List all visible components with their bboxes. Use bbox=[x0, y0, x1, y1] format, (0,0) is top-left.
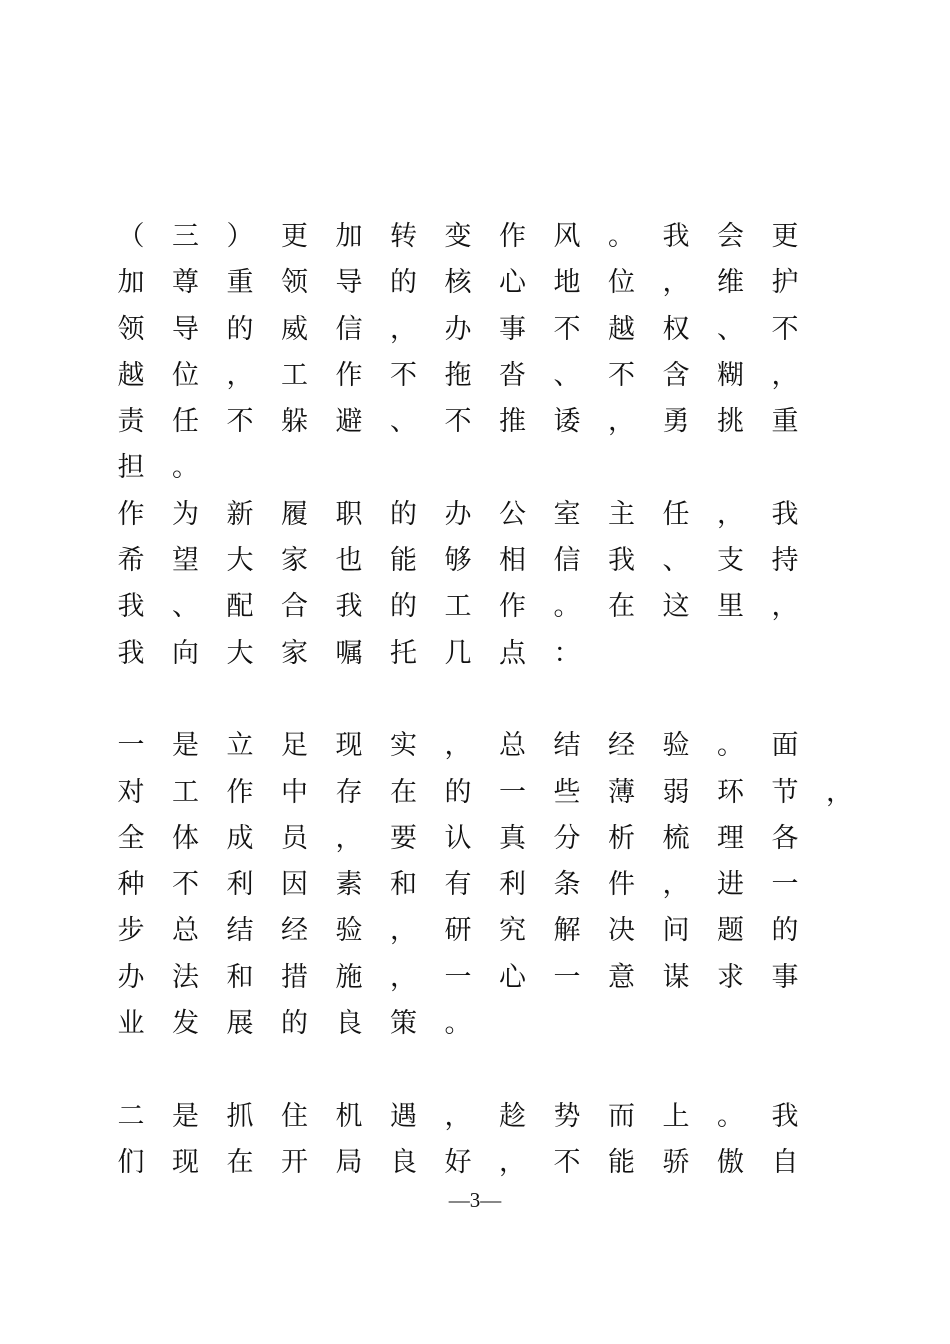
text-char: 结 bbox=[226, 915, 254, 947]
text-char: 办 bbox=[117, 961, 145, 993]
text-char: 不 bbox=[172, 869, 199, 901]
text-char: 展 bbox=[226, 1008, 254, 1040]
text-char: 望 bbox=[172, 545, 199, 577]
text-char: 。 bbox=[172, 452, 199, 484]
text-line bbox=[117, 770, 853, 816]
text-char: 素 bbox=[335, 869, 363, 901]
text-char: 总 bbox=[499, 730, 526, 762]
text-char: 不 bbox=[226, 406, 254, 438]
text-char: 中 bbox=[281, 776, 308, 808]
text-char: 够 bbox=[444, 545, 472, 577]
text-char: 不 bbox=[771, 313, 799, 345]
text-char: ， bbox=[662, 869, 690, 901]
text-char: 梳 bbox=[662, 822, 690, 854]
text-char: 、 bbox=[662, 545, 690, 577]
text-char: 也 bbox=[335, 545, 363, 577]
text-char: 主 bbox=[608, 498, 635, 530]
text-char: 作 bbox=[226, 776, 254, 808]
text-char: 的 bbox=[390, 591, 417, 623]
text-char: 现 bbox=[335, 730, 363, 762]
text-line bbox=[117, 260, 844, 306]
text-char: 家 bbox=[281, 637, 308, 669]
text-char: 因 bbox=[281, 869, 308, 901]
text-line bbox=[117, 399, 844, 445]
text-char: 题 bbox=[717, 915, 744, 947]
text-line bbox=[117, 955, 844, 1001]
text-char: 糊 bbox=[717, 359, 744, 391]
text-char: ： bbox=[553, 637, 581, 669]
text-char: 我 bbox=[771, 498, 799, 530]
text-char: 好 bbox=[444, 1146, 472, 1178]
text-char: 总 bbox=[172, 915, 199, 947]
text-char: 求 bbox=[717, 961, 744, 993]
text-char: 我 bbox=[335, 591, 363, 623]
text-char: ， bbox=[717, 498, 744, 530]
text-char: 尊 bbox=[172, 267, 199, 299]
text-char: 开 bbox=[281, 1146, 308, 1178]
text-char: 护 bbox=[771, 267, 799, 299]
text-char: 员 bbox=[281, 822, 308, 854]
text-char: 的 bbox=[281, 1008, 308, 1040]
text-char: 抓 bbox=[226, 1100, 254, 1132]
text-char: 心 bbox=[499, 267, 526, 299]
text-char: 弱 bbox=[662, 776, 690, 808]
text-char: 职 bbox=[335, 498, 363, 530]
text-line bbox=[124, 1047, 844, 1093]
body-text bbox=[117, 214, 853, 1186]
text-char: 作 bbox=[335, 359, 363, 391]
text-char: 工 bbox=[172, 776, 199, 808]
text-char: 转 bbox=[390, 221, 417, 252]
text-char: 利 bbox=[226, 869, 254, 901]
text-char: 重 bbox=[771, 406, 799, 438]
text-char: 析 bbox=[608, 822, 635, 854]
text-char: 会 bbox=[717, 221, 744, 252]
text-char: 环 bbox=[717, 776, 744, 808]
text-char: 维 bbox=[717, 267, 744, 299]
text-char: 趁 bbox=[499, 1100, 526, 1132]
text-char: 家 bbox=[281, 545, 308, 577]
text-char: 点 bbox=[499, 637, 526, 669]
text-line bbox=[117, 1001, 844, 1047]
text-char: 支 bbox=[717, 545, 744, 577]
text-char: 成 bbox=[226, 822, 254, 854]
text-char: 担 bbox=[117, 452, 145, 484]
text-char: 我 bbox=[608, 545, 635, 577]
text-char: 利 bbox=[499, 869, 526, 901]
text-char: 诿 bbox=[553, 406, 581, 438]
text-char: ， bbox=[826, 776, 853, 808]
text-char: 施 bbox=[335, 961, 363, 993]
text-char: 傲 bbox=[717, 1146, 744, 1178]
text-char: 面 bbox=[771, 730, 799, 762]
text-char: 、 bbox=[172, 591, 199, 623]
text-char: 步 bbox=[117, 915, 145, 947]
text-line bbox=[117, 538, 844, 584]
text-char: 体 bbox=[172, 822, 199, 854]
text-line bbox=[117, 816, 844, 862]
text-char: 工 bbox=[444, 591, 472, 623]
text-char: 责 bbox=[117, 406, 145, 438]
text-char: ， bbox=[335, 822, 363, 854]
text-char: 履 bbox=[281, 498, 308, 530]
text-char: 决 bbox=[608, 915, 635, 947]
text-line bbox=[117, 353, 844, 399]
text-char: 一 bbox=[499, 776, 526, 808]
text-char: 事 bbox=[771, 961, 799, 993]
text-char: 机 bbox=[335, 1100, 363, 1132]
text-char: 威 bbox=[281, 313, 308, 345]
text-char: 事 bbox=[499, 313, 526, 345]
text-char: ， bbox=[390, 915, 417, 947]
text-char: 的 bbox=[444, 776, 472, 808]
text-char: 是 bbox=[172, 1100, 199, 1132]
text-char: 。 bbox=[444, 1008, 472, 1040]
text-char: 的 bbox=[390, 498, 417, 530]
text-char: 自 bbox=[771, 1146, 799, 1178]
text-char: 信 bbox=[553, 545, 581, 577]
text-char: 任 bbox=[172, 406, 199, 438]
text-char: 良 bbox=[335, 1008, 363, 1040]
text-char: 二 bbox=[117, 1100, 145, 1132]
text-line bbox=[117, 1094, 844, 1140]
page-number: —3— bbox=[448, 1188, 502, 1212]
text-char: 经 bbox=[608, 730, 635, 762]
text-char: 立 bbox=[226, 730, 254, 762]
text-char: 勇 bbox=[662, 406, 690, 438]
text-char: 发 bbox=[172, 1008, 199, 1040]
text-char: ， bbox=[444, 1100, 472, 1132]
text-char: 研 bbox=[444, 915, 472, 947]
text-char: 持 bbox=[771, 545, 799, 577]
text-char: 认 bbox=[444, 822, 472, 854]
text-char: 作 bbox=[117, 498, 145, 530]
text-line bbox=[117, 214, 844, 260]
text-char: 室 bbox=[553, 498, 581, 530]
text-char: 在 bbox=[608, 591, 635, 623]
text-char: 我 bbox=[117, 591, 145, 623]
text-char: 的 bbox=[771, 915, 799, 947]
text-char: 嘱 bbox=[335, 637, 363, 669]
text-line bbox=[117, 723, 844, 769]
text-char: ， bbox=[662, 267, 690, 299]
text-char: 大 bbox=[226, 545, 254, 577]
text-char: 重 bbox=[226, 267, 254, 299]
text-char: 相 bbox=[499, 545, 526, 577]
text-char: 进 bbox=[717, 869, 744, 901]
text-char: ， bbox=[444, 730, 472, 762]
text-char: 们 bbox=[117, 1146, 145, 1178]
text-char: 措 bbox=[281, 961, 308, 993]
text-char: 势 bbox=[553, 1100, 581, 1132]
text-char: 不 bbox=[553, 313, 581, 345]
text-char: 的 bbox=[390, 267, 417, 299]
text-char: 局 bbox=[335, 1146, 363, 1178]
text-char: 种 bbox=[117, 869, 145, 901]
text-char: 位 bbox=[608, 267, 635, 299]
text-char: 变 bbox=[444, 221, 472, 252]
text-char: 办 bbox=[444, 313, 472, 345]
text-char: 加 bbox=[117, 267, 145, 299]
text-char: 究 bbox=[499, 915, 526, 947]
text-char: 不 bbox=[390, 359, 417, 391]
text-char: 托 bbox=[390, 637, 417, 669]
text-char: 导 bbox=[335, 267, 363, 299]
text-char: 薄 bbox=[608, 776, 635, 808]
text-char: 分 bbox=[553, 822, 581, 854]
text-char: 核 bbox=[444, 267, 472, 299]
text-char: 我 bbox=[662, 221, 690, 252]
text-char: 为 bbox=[172, 498, 199, 530]
text-char: ， bbox=[771, 591, 799, 623]
text-char: 策 bbox=[390, 1008, 417, 1040]
text-char: 挑 bbox=[717, 406, 744, 438]
text-char: 推 bbox=[499, 406, 526, 438]
text-char: 真 bbox=[499, 822, 526, 854]
text-char: 足 bbox=[281, 730, 308, 762]
text-char: 更 bbox=[281, 221, 308, 252]
text-char: 在 bbox=[390, 776, 417, 808]
text-char: 我 bbox=[771, 1100, 799, 1132]
text-char: 任 bbox=[662, 498, 690, 530]
text-char: 而 bbox=[608, 1100, 635, 1132]
text-char: 更 bbox=[771, 221, 799, 252]
text-line bbox=[117, 445, 844, 491]
text-char: 结 bbox=[553, 730, 581, 762]
text-char: 件 bbox=[608, 869, 635, 901]
text-char: 作 bbox=[499, 591, 526, 623]
text-char: 地 bbox=[553, 267, 581, 299]
text-char: 和 bbox=[390, 869, 417, 901]
text-char: 沓 bbox=[499, 359, 526, 391]
text-char: 心 bbox=[499, 961, 526, 993]
text-char: ， bbox=[390, 313, 417, 345]
text-line bbox=[117, 1140, 844, 1186]
text-char: 法 bbox=[172, 961, 199, 993]
text-line bbox=[117, 307, 844, 353]
text-char: 骄 bbox=[662, 1146, 690, 1178]
text-char: 能 bbox=[608, 1146, 635, 1178]
text-char: 合 bbox=[281, 591, 308, 623]
text-char: ， bbox=[608, 406, 635, 438]
text-char: 几 bbox=[444, 637, 472, 669]
text-char: 新 bbox=[226, 498, 254, 530]
text-char: 。 bbox=[717, 730, 744, 762]
text-char: 一 bbox=[444, 961, 472, 993]
text-char: 、 bbox=[717, 313, 744, 345]
text-char: 有 bbox=[444, 869, 472, 901]
text-char: 办 bbox=[444, 498, 472, 530]
text-char: 意 bbox=[608, 961, 635, 993]
text-char: 在 bbox=[226, 1146, 254, 1178]
text-char: 信 bbox=[335, 313, 363, 345]
text-char: 配 bbox=[226, 591, 254, 623]
text-char: 三 bbox=[172, 221, 199, 252]
text-line bbox=[117, 908, 844, 954]
text-char: 大 bbox=[226, 637, 254, 669]
text-char: 上 bbox=[662, 1100, 690, 1132]
text-char: 验 bbox=[335, 915, 363, 947]
text-char: 工 bbox=[281, 359, 308, 391]
text-line bbox=[117, 492, 844, 538]
text-char: 问 bbox=[662, 915, 690, 947]
text-char: ， bbox=[390, 961, 417, 993]
text-line bbox=[117, 862, 844, 908]
text-char: 要 bbox=[390, 822, 417, 854]
text-char: 、 bbox=[553, 359, 581, 391]
text-char: 我 bbox=[117, 637, 145, 669]
text-char: 条 bbox=[553, 869, 581, 901]
text-char: 公 bbox=[499, 498, 526, 530]
text-char: 的 bbox=[226, 313, 254, 345]
text-char: ） bbox=[226, 221, 254, 252]
text-char: 含 bbox=[662, 359, 690, 391]
text-char: 躲 bbox=[281, 406, 308, 438]
text-char: 领 bbox=[281, 267, 308, 299]
text-char: 越 bbox=[117, 359, 145, 391]
text-char: 、 bbox=[390, 406, 417, 438]
text-char: 风 bbox=[553, 221, 581, 252]
text-char: ， bbox=[771, 359, 799, 391]
text-char: 越 bbox=[608, 313, 635, 345]
text-char: 里 bbox=[717, 591, 744, 623]
text-char: 一 bbox=[771, 869, 799, 901]
text-char: 拖 bbox=[444, 359, 472, 391]
text-char: 位 bbox=[172, 359, 199, 391]
text-char: 些 bbox=[553, 776, 581, 808]
text-line bbox=[117, 631, 844, 677]
text-char: 导 bbox=[172, 313, 199, 345]
text-char: 节 bbox=[771, 776, 799, 808]
text-line bbox=[124, 677, 844, 723]
text-char: 。 bbox=[553, 591, 581, 623]
text-char: 希 bbox=[117, 545, 145, 577]
text-char: 和 bbox=[226, 961, 254, 993]
text-char: 谋 bbox=[662, 961, 690, 993]
text-char: 解 bbox=[553, 915, 581, 947]
text-char: 不 bbox=[444, 406, 472, 438]
text-char: 这 bbox=[662, 591, 690, 623]
text-char: 现 bbox=[172, 1146, 199, 1178]
text-char: 各 bbox=[771, 822, 799, 854]
text-char: 经 bbox=[281, 915, 308, 947]
text-char: 存 bbox=[335, 776, 363, 808]
text-char: 住 bbox=[281, 1100, 308, 1132]
text-line bbox=[117, 584, 844, 630]
text-char: 作 bbox=[499, 221, 526, 252]
text-char: 加 bbox=[335, 221, 363, 252]
text-char: ， bbox=[226, 359, 254, 391]
text-char: 遇 bbox=[390, 1100, 417, 1132]
text-char: 实 bbox=[390, 730, 417, 762]
text-char: 业 bbox=[117, 1008, 145, 1040]
text-char: 向 bbox=[172, 637, 199, 669]
text-char: 。 bbox=[608, 221, 635, 252]
text-char: 全 bbox=[117, 822, 145, 854]
text-char: 能 bbox=[390, 545, 417, 577]
text-char: 一 bbox=[117, 730, 145, 762]
text-char: 良 bbox=[390, 1146, 417, 1178]
text-char: 权 bbox=[662, 313, 690, 345]
text-char: 避 bbox=[335, 406, 363, 438]
text-char: 理 bbox=[717, 822, 744, 854]
text-char: 不 bbox=[553, 1146, 581, 1178]
text-char: 不 bbox=[608, 359, 635, 391]
text-char: 领 bbox=[117, 313, 145, 345]
text-char: 对 bbox=[117, 776, 145, 808]
text-char: 是 bbox=[172, 730, 199, 762]
text-char: 。 bbox=[717, 1100, 744, 1132]
text-char: （ bbox=[117, 221, 145, 252]
text-char: ， bbox=[499, 1146, 526, 1178]
text-char: 验 bbox=[662, 730, 690, 762]
text-char: 一 bbox=[553, 961, 581, 993]
